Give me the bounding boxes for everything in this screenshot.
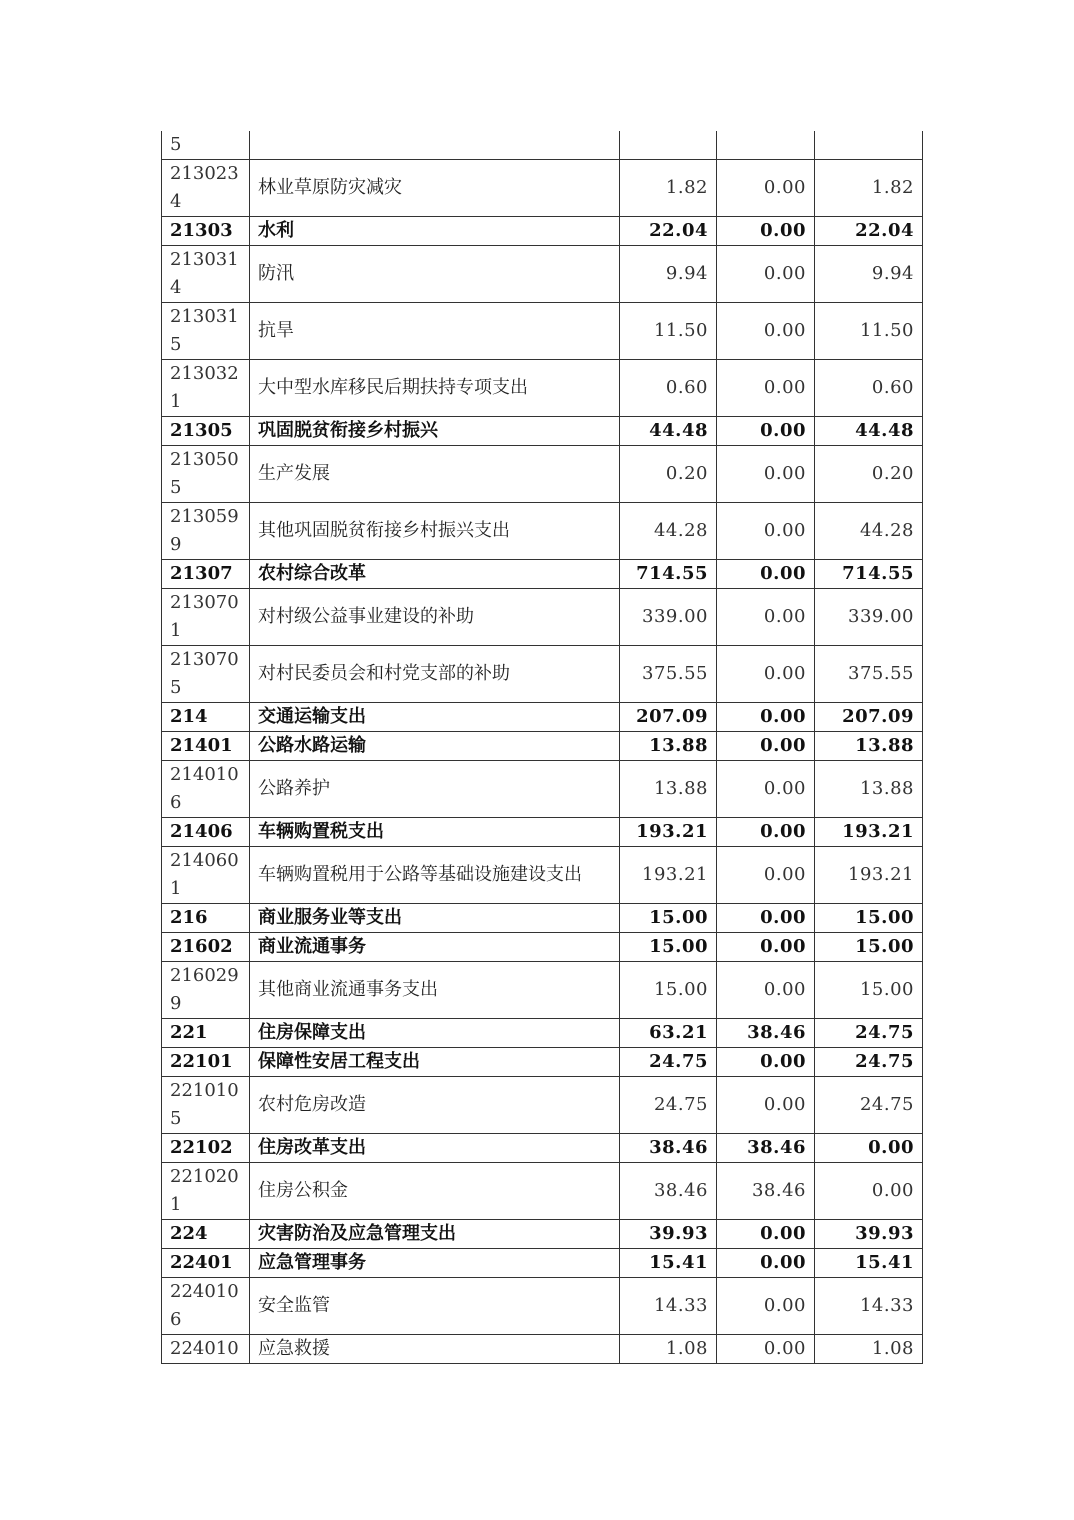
total-amount: 375.55 — [620, 646, 717, 703]
total-amount: 1.08 — [620, 1335, 717, 1364]
account-code: 2240106 — [162, 1278, 250, 1335]
table-row — [162, 962, 923, 1019]
basic-expenditure: 0.00 — [717, 1335, 815, 1364]
table-body — [162, 131, 923, 1364]
basic-expenditure: 0.00 — [717, 1220, 815, 1249]
table-row — [162, 847, 923, 904]
project-expenditure: 0.00 — [815, 1163, 923, 1220]
account-code: 2130321 — [162, 360, 250, 417]
account-code: 22401 — [162, 1249, 250, 1278]
account-name: 对村级公益事业建设的补助 — [250, 589, 620, 646]
account-name: 生产发展 — [250, 446, 620, 503]
project-expenditure: 15.00 — [815, 962, 923, 1019]
project-expenditure: 193.21 — [815, 818, 923, 847]
basic-expenditure: 0.00 — [717, 847, 815, 904]
total-amount: 14.33 — [620, 1278, 717, 1335]
basic-expenditure: 0.00 — [717, 360, 815, 417]
table-row — [162, 646, 923, 703]
project-expenditure: 44.48 — [815, 417, 923, 446]
project-expenditure: 24.75 — [815, 1077, 923, 1134]
basic-expenditure: 0.00 — [717, 933, 815, 962]
basic-expenditure: 0.00 — [717, 1048, 815, 1077]
account-code: 5 — [162, 131, 250, 160]
total-amount: 24.75 — [620, 1077, 717, 1134]
total-amount: 44.28 — [620, 503, 717, 560]
table-row — [162, 818, 923, 847]
project-expenditure — [815, 131, 923, 160]
project-expenditure: 1.08 — [815, 1335, 923, 1364]
table-row — [162, 1278, 923, 1335]
account-name: 商业流通事务 — [250, 933, 620, 962]
account-name: 住房保障支出 — [250, 1019, 620, 1048]
account-name: 应急救援 — [250, 1335, 620, 1364]
table-row — [162, 160, 923, 217]
account-name: 交通运输支出 — [250, 703, 620, 732]
account-name: 抗旱 — [250, 303, 620, 360]
basic-expenditure: 0.00 — [717, 446, 815, 503]
total-amount: 15.41 — [620, 1249, 717, 1278]
project-expenditure: 375.55 — [815, 646, 923, 703]
total-amount: 15.00 — [620, 904, 717, 933]
table-row — [162, 1048, 923, 1077]
project-expenditure: 15.00 — [815, 933, 923, 962]
account-name: 住房改革支出 — [250, 1134, 620, 1163]
project-expenditure: 13.88 — [815, 732, 923, 761]
project-expenditure: 339.00 — [815, 589, 923, 646]
project-expenditure: 14.33 — [815, 1278, 923, 1335]
table-row — [162, 703, 923, 732]
account-name: 公路水路运输 — [250, 732, 620, 761]
table-row — [162, 1335, 923, 1364]
basic-expenditure: 0.00 — [717, 160, 815, 217]
account-code: 224 — [162, 1220, 250, 1249]
total-amount: 38.46 — [620, 1163, 717, 1220]
account-code: 2140601 — [162, 847, 250, 904]
total-amount — [620, 131, 717, 160]
account-code: 2130505 — [162, 446, 250, 503]
account-name: 安全监管 — [250, 1278, 620, 1335]
account-name: 应急管理事务 — [250, 1249, 620, 1278]
total-amount: 0.60 — [620, 360, 717, 417]
total-amount: 15.00 — [620, 933, 717, 962]
project-expenditure: 22.04 — [815, 217, 923, 246]
project-expenditure: 15.00 — [815, 904, 923, 933]
basic-expenditure: 0.00 — [717, 818, 815, 847]
basic-expenditure: 0.00 — [717, 303, 815, 360]
account-name: 防汛 — [250, 246, 620, 303]
account-code: 2210201 — [162, 1163, 250, 1220]
basic-expenditure: 0.00 — [717, 1278, 815, 1335]
table-row — [162, 1220, 923, 1249]
account-code: 216 — [162, 904, 250, 933]
project-expenditure: 9.94 — [815, 246, 923, 303]
table-row — [162, 1249, 923, 1278]
account-name: 灾害防治及应急管理支出 — [250, 1220, 620, 1249]
table-row — [162, 1163, 923, 1220]
table-row — [162, 246, 923, 303]
account-code: 21406 — [162, 818, 250, 847]
basic-expenditure: 0.00 — [717, 503, 815, 560]
project-expenditure: 24.75 — [815, 1019, 923, 1048]
account-code: 2130701 — [162, 589, 250, 646]
account-name: 对村民委员会和村党支部的补助 — [250, 646, 620, 703]
basic-expenditure: 0.00 — [717, 589, 815, 646]
basic-expenditure: 38.46 — [717, 1163, 815, 1220]
account-name: 其他商业流通事务支出 — [250, 962, 620, 1019]
account-code: 22101 — [162, 1048, 250, 1077]
project-expenditure: 0.20 — [815, 446, 923, 503]
table-row — [162, 303, 923, 360]
project-expenditure: 13.88 — [815, 761, 923, 818]
total-amount: 44.48 — [620, 417, 717, 446]
account-code: 221 — [162, 1019, 250, 1048]
account-code: 21305 — [162, 417, 250, 446]
account-name: 其他巩固脱贫衔接乡村振兴支出 — [250, 503, 620, 560]
total-amount: 9.94 — [620, 246, 717, 303]
account-code: 21602 — [162, 933, 250, 962]
table-row — [162, 904, 923, 933]
total-amount: 38.46 — [620, 1134, 717, 1163]
account-code: 2160299 — [162, 962, 250, 1019]
table-row — [162, 360, 923, 417]
account-code: 2130315 — [162, 303, 250, 360]
account-code: 2130705 — [162, 646, 250, 703]
total-amount: 339.00 — [620, 589, 717, 646]
account-name: 商业服务业等支出 — [250, 904, 620, 933]
account-code: 2130599 — [162, 503, 250, 560]
project-expenditure: 207.09 — [815, 703, 923, 732]
account-code: 214 — [162, 703, 250, 732]
account-code: 2130234 — [162, 160, 250, 217]
account-code: 2210105 — [162, 1077, 250, 1134]
project-expenditure: 24.75 — [815, 1048, 923, 1077]
total-amount: 63.21 — [620, 1019, 717, 1048]
basic-expenditure — [717, 131, 815, 160]
basic-expenditure: 0.00 — [717, 761, 815, 818]
table-row — [162, 131, 923, 160]
basic-expenditure: 0.00 — [717, 703, 815, 732]
basic-expenditure: 0.00 — [717, 962, 815, 1019]
project-expenditure: 44.28 — [815, 503, 923, 560]
account-name: 农村危房改造 — [250, 1077, 620, 1134]
table-row — [162, 446, 923, 503]
total-amount: 22.04 — [620, 217, 717, 246]
project-expenditure: 15.41 — [815, 1249, 923, 1278]
total-amount: 39.93 — [620, 1220, 717, 1249]
table-row — [162, 933, 923, 962]
account-name: 住房公积金 — [250, 1163, 620, 1220]
account-name: 车辆购置税用于公路等基础设施建设支出 — [250, 847, 620, 904]
budget-table — [161, 131, 923, 1364]
total-amount: 193.21 — [620, 847, 717, 904]
basic-expenditure: 0.00 — [717, 646, 815, 703]
project-expenditure: 11.50 — [815, 303, 923, 360]
basic-expenditure: 0.00 — [717, 904, 815, 933]
basic-expenditure: 0.00 — [717, 1077, 815, 1134]
basic-expenditure: 0.00 — [717, 217, 815, 246]
account-code: 21303 — [162, 217, 250, 246]
basic-expenditure: 38.46 — [717, 1134, 815, 1163]
account-code: 21401 — [162, 732, 250, 761]
table-row — [162, 1134, 923, 1163]
table-row — [162, 732, 923, 761]
account-name: 巩固脱贫衔接乡村振兴 — [250, 417, 620, 446]
total-amount: 193.21 — [620, 818, 717, 847]
total-amount: 714.55 — [620, 560, 717, 589]
total-amount: 13.88 — [620, 732, 717, 761]
basic-expenditure: 0.00 — [717, 560, 815, 589]
total-amount: 1.82 — [620, 160, 717, 217]
table-row — [162, 417, 923, 446]
basic-expenditure: 0.00 — [717, 1249, 815, 1278]
table-row — [162, 217, 923, 246]
basic-expenditure: 0.00 — [717, 417, 815, 446]
table-row — [162, 589, 923, 646]
basic-expenditure: 0.00 — [717, 246, 815, 303]
table-row — [162, 1019, 923, 1048]
project-expenditure: 0.00 — [815, 1134, 923, 1163]
table-row — [162, 560, 923, 589]
basic-expenditure: 38.46 — [717, 1019, 815, 1048]
account-name: 农村综合改革 — [250, 560, 620, 589]
project-expenditure: 193.21 — [815, 847, 923, 904]
account-name: 公路养护 — [250, 761, 620, 818]
project-expenditure: 714.55 — [815, 560, 923, 589]
account-name: 大中型水库移民后期扶持专项支出 — [250, 360, 620, 417]
account-name: 保障性安居工程支出 — [250, 1048, 620, 1077]
table-row — [162, 1077, 923, 1134]
account-code: 224010 — [162, 1335, 250, 1364]
account-name: 车辆购置税支出 — [250, 818, 620, 847]
basic-expenditure: 0.00 — [717, 732, 815, 761]
account-code: 2130314 — [162, 246, 250, 303]
account-name: 林业草原防灾减灾 — [250, 160, 620, 217]
total-amount: 13.88 — [620, 761, 717, 818]
table-row — [162, 761, 923, 818]
account-name: 水利 — [250, 217, 620, 246]
account-code: 2140106 — [162, 761, 250, 818]
total-amount: 0.20 — [620, 446, 717, 503]
project-expenditure: 39.93 — [815, 1220, 923, 1249]
project-expenditure: 0.60 — [815, 360, 923, 417]
account-name — [250, 131, 620, 160]
account-code: 22102 — [162, 1134, 250, 1163]
total-amount: 207.09 — [620, 703, 717, 732]
total-amount: 11.50 — [620, 303, 717, 360]
table-row — [162, 503, 923, 560]
total-amount: 24.75 — [620, 1048, 717, 1077]
total-amount: 15.00 — [620, 962, 717, 1019]
project-expenditure: 1.82 — [815, 160, 923, 217]
account-code: 21307 — [162, 560, 250, 589]
